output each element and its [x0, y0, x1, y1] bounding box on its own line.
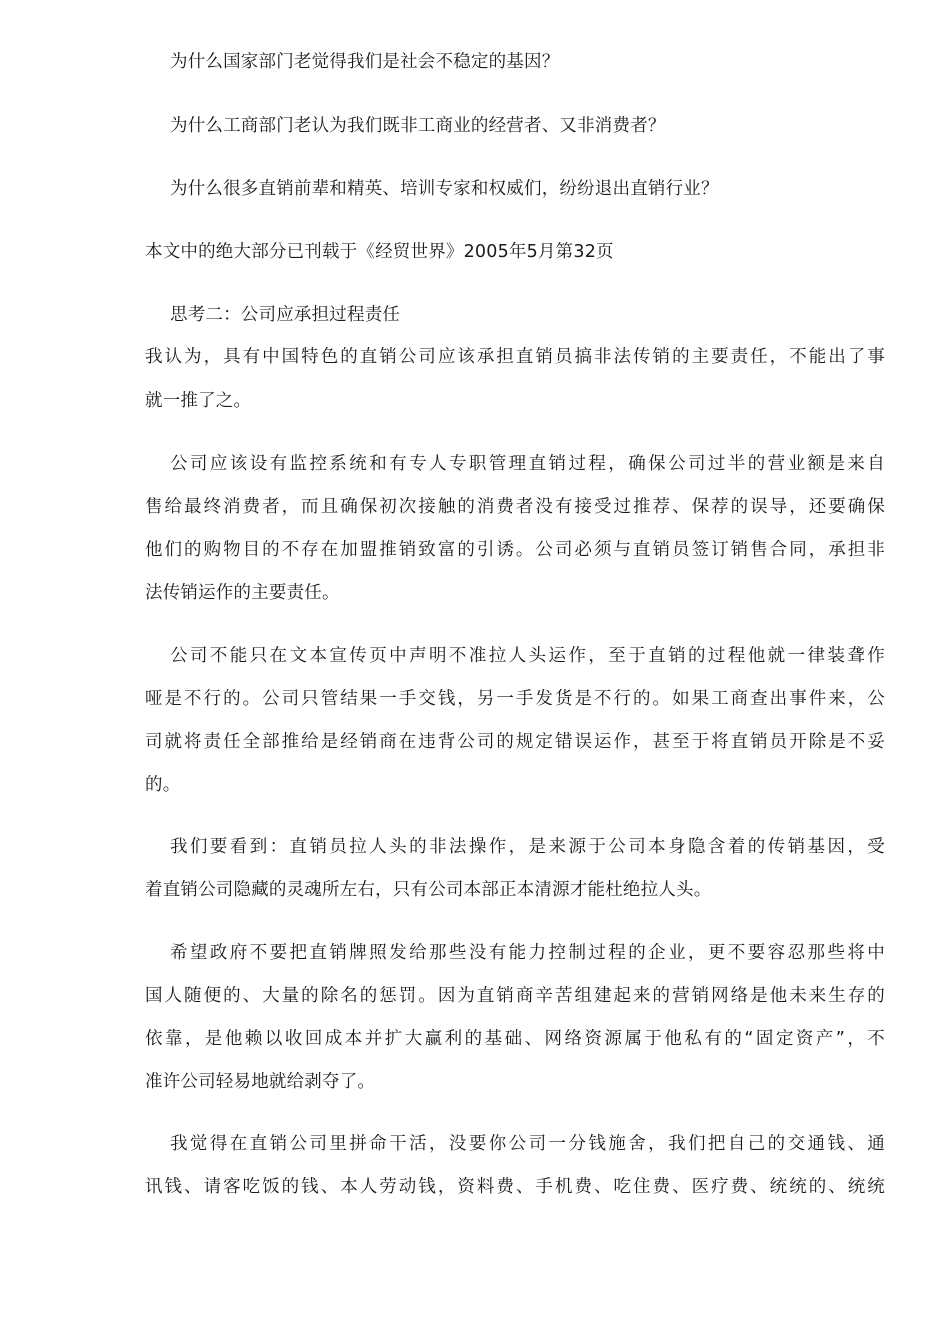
source-note: 本文中的绝大部分已刊载于《经贸世界》2005年5月第32页 [145, 242, 614, 262]
question-line-2: 为什么工商部门老认为我们既非工商业的经营者、又非消费者？ [170, 116, 666, 136]
paragraph-line: 他们的购物目的不存在加盟推销致富的引诱。公司必须与直销员签订销售合同，承担非 [145, 540, 885, 560]
question-line-3: 为什么很多直销前辈和精英、培训专家和权威们，纷纷退出直销行业？ [170, 179, 719, 199]
paragraph-line: 的。 [145, 775, 181, 795]
paragraph-line: 售给最终消费者，而且确保初次接触的消费者没有接受过推荐、保荐的误导，还要确保 [145, 497, 885, 517]
paragraph-line: 我们要看到：直销员拉人头的非法操作，是来源于公司本身隐含着的传销基因，受 [170, 837, 885, 857]
paragraph-line: 哑是不行的。公司只管结果一手交钱，另一手发货是不行的。如果工商查出事件来，公 [145, 689, 885, 709]
section-heading: 思考二：公司应承担过程责任 [170, 305, 401, 325]
paragraph-line: 着直销公司隐藏的灵魂所左右，只有公司本部正本清源才能杜绝拉人头。 [145, 880, 712, 900]
paragraph-line: 国人随便的、大量的除名的惩罚。因为直销商辛苦组建起来的营销网络是他未来生存的 [145, 986, 885, 1006]
question-line-1: 为什么国家部门老觉得我们是社会不稳定的基因？ [170, 52, 560, 72]
paragraph-line: 我认为，具有中国特色的直销公司应该承担直销员搞非法传销的主要责任，不能出了事 [145, 347, 885, 367]
paragraph-line: 希望政府不要把直销牌照发给那些没有能力控制过程的企业，更不要容忍那些将中 [170, 943, 885, 963]
paragraph-line: 我觉得在直销公司里拼命干活，没要你公司一分钱施舍，我们把自己的交通钱、通 [170, 1134, 885, 1154]
paragraph-line: 讯钱、请客吃饭的钱、本人劳动钱，资料费、手机费、吃住费、医疗费、统统的、统统 [145, 1177, 885, 1197]
paragraph-line: 依靠，是他赖以收回成本并扩大赢利的基础、网络资源属于他私有的“固定资产”，不 [145, 1029, 885, 1049]
paragraph-line: 就一推了之。 [145, 391, 252, 411]
paragraph-line: 准许公司轻易地就给剥夺了。 [145, 1072, 376, 1092]
paragraph-line: 法传销运作的主要责任。 [145, 583, 340, 603]
paragraph-line: 公司不能只在文本宣传页中声明不准拉人头运作，至于直销的过程他就一律装聋作 [170, 646, 885, 666]
paragraph-line: 公司应该设有监控系统和有专人专职管理直销过程，确保公司过半的营业额是来自 [170, 454, 885, 474]
paragraph-line: 司就将责任全部推给是经销商在违背公司的规定错误运作，甚至于将直销员开除是不妥 [145, 732, 885, 752]
